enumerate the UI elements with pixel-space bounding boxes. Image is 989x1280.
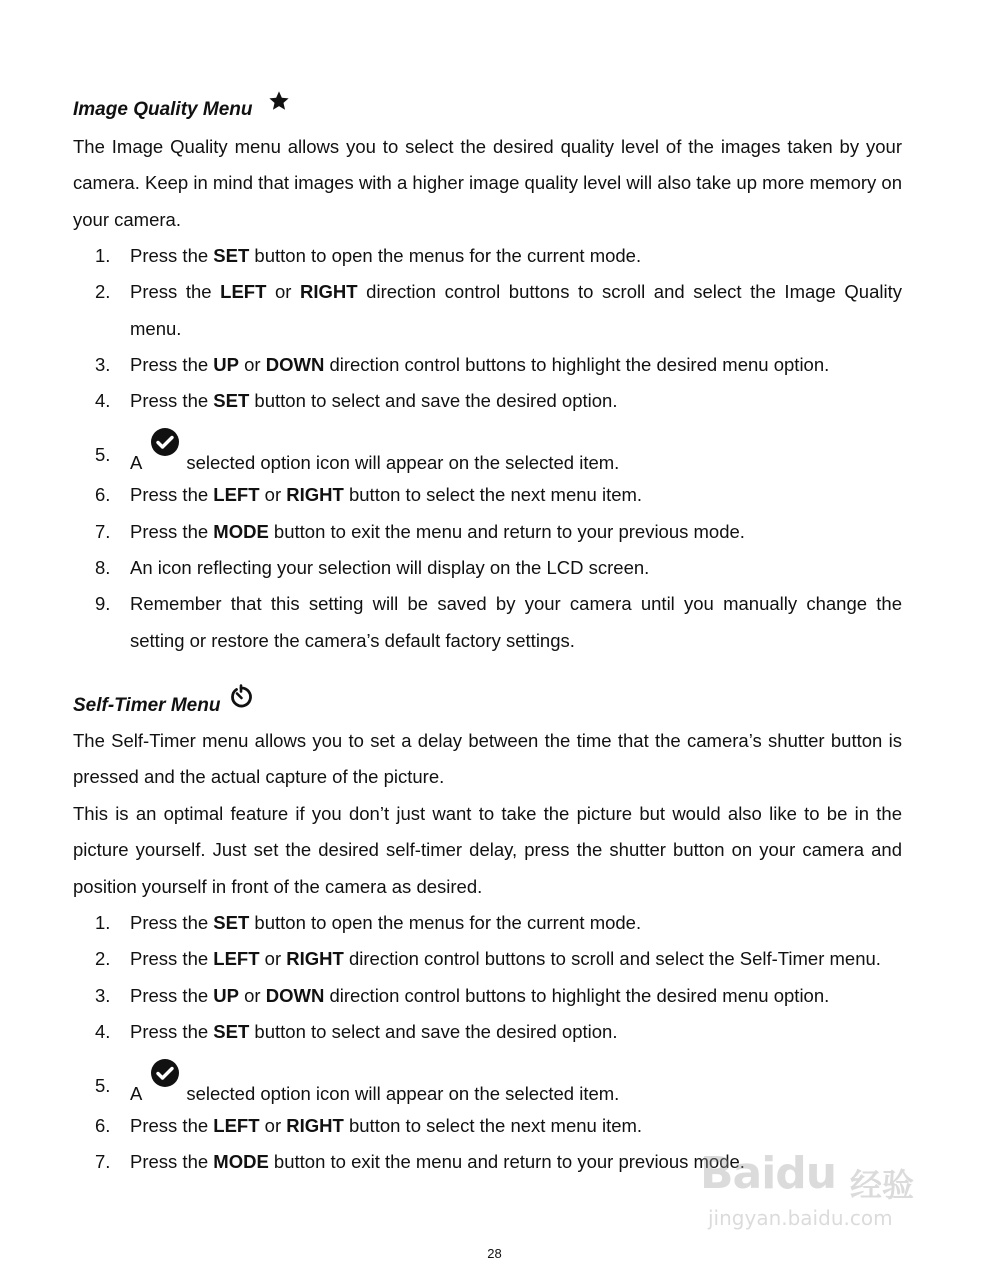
bold-keyword: SET [213, 390, 250, 412]
item-number: 4. [95, 390, 111, 412]
text: direction control buttons to scroll and select the Self-Timer menu. [343, 948, 881, 970]
bold-keyword: LEFT [213, 484, 260, 506]
text: Press the [130, 912, 214, 933]
bold-keyword: RIGHT [286, 948, 344, 970]
text: Press the [130, 1020, 214, 1042]
text: button to select and save the desired option. [249, 390, 618, 412]
bold-keyword: SET [213, 912, 250, 933]
text: Remember that this setting will be saved by your camera until you manually change the setting or restore the camera’s default factory settings. [130, 593, 902, 651]
list-item [73, 514, 902, 550]
item-number: 7. [95, 520, 111, 542]
heading-text: Self-Timer Menu [73, 695, 221, 717]
text: Press the [130, 353, 214, 375]
text: or [239, 984, 266, 1006]
bold-keyword: RIGHT [300, 281, 358, 303]
text: selected option icon will appear on the selected item. [186, 1083, 620, 1105]
bold-keyword: SET [213, 245, 250, 266]
watermark-cn: 经验 [850, 1166, 915, 1204]
page-number: 28 [487, 1246, 502, 1261]
item-number: 6. [95, 484, 111, 506]
text: or [259, 484, 287, 506]
text: selected option icon will appear on the selected item. [186, 452, 620, 474]
bold-keyword: RIGHT [286, 1115, 344, 1137]
bold-keyword: MODE [213, 1151, 269, 1173]
text: button to select the next menu item. [343, 484, 643, 506]
bold-keyword: DOWN [265, 353, 325, 375]
item-number: 5. [95, 1075, 111, 1097]
text: An icon reflecting your selection will display on the LCD screen. [130, 557, 650, 579]
item-number: 3. [95, 353, 111, 375]
text: Press the [130, 1151, 214, 1173]
text: Press the [130, 484, 214, 506]
intro-paragraph: The Image Quality menu allows you to select the desired quality level of the images taken by your camera. Keep in mind that images with a higher image quality level will also take up more memory on your camera. [73, 136, 902, 230]
item-number: 7. [95, 1151, 111, 1173]
bold-keyword: LEFT [213, 948, 260, 970]
text: Press the [130, 281, 221, 303]
bold-keyword: UP [213, 353, 239, 375]
list-item [73, 1014, 902, 1050]
text: Press the [130, 984, 214, 1006]
list-item [73, 550, 902, 586]
item-number: 1. [95, 912, 111, 933]
text: or [259, 1115, 287, 1137]
text: or [259, 948, 287, 970]
watermark-logo: Baidu [700, 1148, 837, 1199]
list-item [73, 941, 902, 977]
bold-keyword: LEFT [220, 281, 267, 303]
text: Press the [130, 948, 214, 970]
item-number: 6. [95, 1115, 111, 1137]
heading-text: Image Quality Menu [73, 99, 253, 121]
bold-keyword: RIGHT [286, 484, 344, 506]
text: Press the [130, 390, 214, 412]
checkmark-icon [150, 427, 180, 465]
text: A [130, 452, 143, 474]
list-item [73, 978, 902, 1014]
item-number: 4. [95, 1020, 111, 1042]
list-item [73, 274, 902, 347]
bold-keyword: LEFT [213, 1115, 260, 1137]
item-number: 2. [95, 281, 111, 303]
text: direction control buttons to highlight the desired menu option. [324, 353, 830, 375]
item-number: 3. [95, 984, 111, 1006]
section-heading-self-timer [73, 690, 254, 722]
baidu-jingyan-watermark [700, 1130, 935, 1240]
text: Press the [130, 520, 214, 542]
text: or [239, 353, 266, 375]
text: button to open the menus for the current mode. [249, 912, 642, 933]
item-number: 8. [95, 557, 111, 579]
text: direction control buttons to highlight the desired menu option. [324, 984, 830, 1006]
list-item [73, 383, 902, 419]
list-item [73, 238, 902, 274]
text: direction control buttons to scroll and select the Image Quality menu. [130, 281, 902, 339]
section-heading-image-quality [73, 96, 290, 124]
bold-keyword: DOWN [265, 984, 325, 1006]
item-number: 5. [95, 444, 111, 466]
list-item [73, 419, 902, 477]
bold-keyword: SET [213, 1020, 250, 1042]
list-item [73, 1050, 902, 1108]
checkmark-icon [150, 1058, 180, 1096]
text: button to exit the menu and return to your previous mode. [268, 1151, 745, 1173]
text: button to exit the menu and return to your previous mode. [268, 520, 745, 542]
star-icon [268, 90, 290, 118]
item-number: 9. [95, 593, 111, 615]
text: button to select the next menu item. [343, 1115, 643, 1137]
text: Press the [130, 1115, 214, 1137]
self-timer-icon [228, 684, 254, 716]
text: A [130, 1083, 143, 1105]
item-number: 2. [95, 948, 111, 970]
steps-list-image-quality [73, 238, 902, 659]
item-number: 1. [95, 245, 111, 266]
list-item [73, 586, 902, 659]
intro-paragraph: This is an optimal feature if you don’t just want to take the picture but would also like to be in the picture yourself. Just set the desired self-timer delay, press the shutter button on your camera and position yourself in front of the camera as desired. [73, 803, 902, 897]
text: Press the [130, 245, 214, 266]
bold-keyword: UP [213, 984, 239, 1006]
text: button to open the menus for the current mode. [249, 245, 642, 266]
intro-paragraph: The Self-Timer menu allows you to set a delay between the time that the camera’s shutter button is pressed and the actual capture of the picture. [73, 730, 902, 788]
list-item [73, 905, 902, 941]
text: button to select and save the desired option. [249, 1020, 618, 1042]
list-item [73, 477, 902, 513]
list-item [73, 347, 902, 383]
bold-keyword: MODE [213, 520, 269, 542]
watermark-site: jingyan.baidu.com [708, 1206, 893, 1230]
text: or [266, 281, 301, 303]
